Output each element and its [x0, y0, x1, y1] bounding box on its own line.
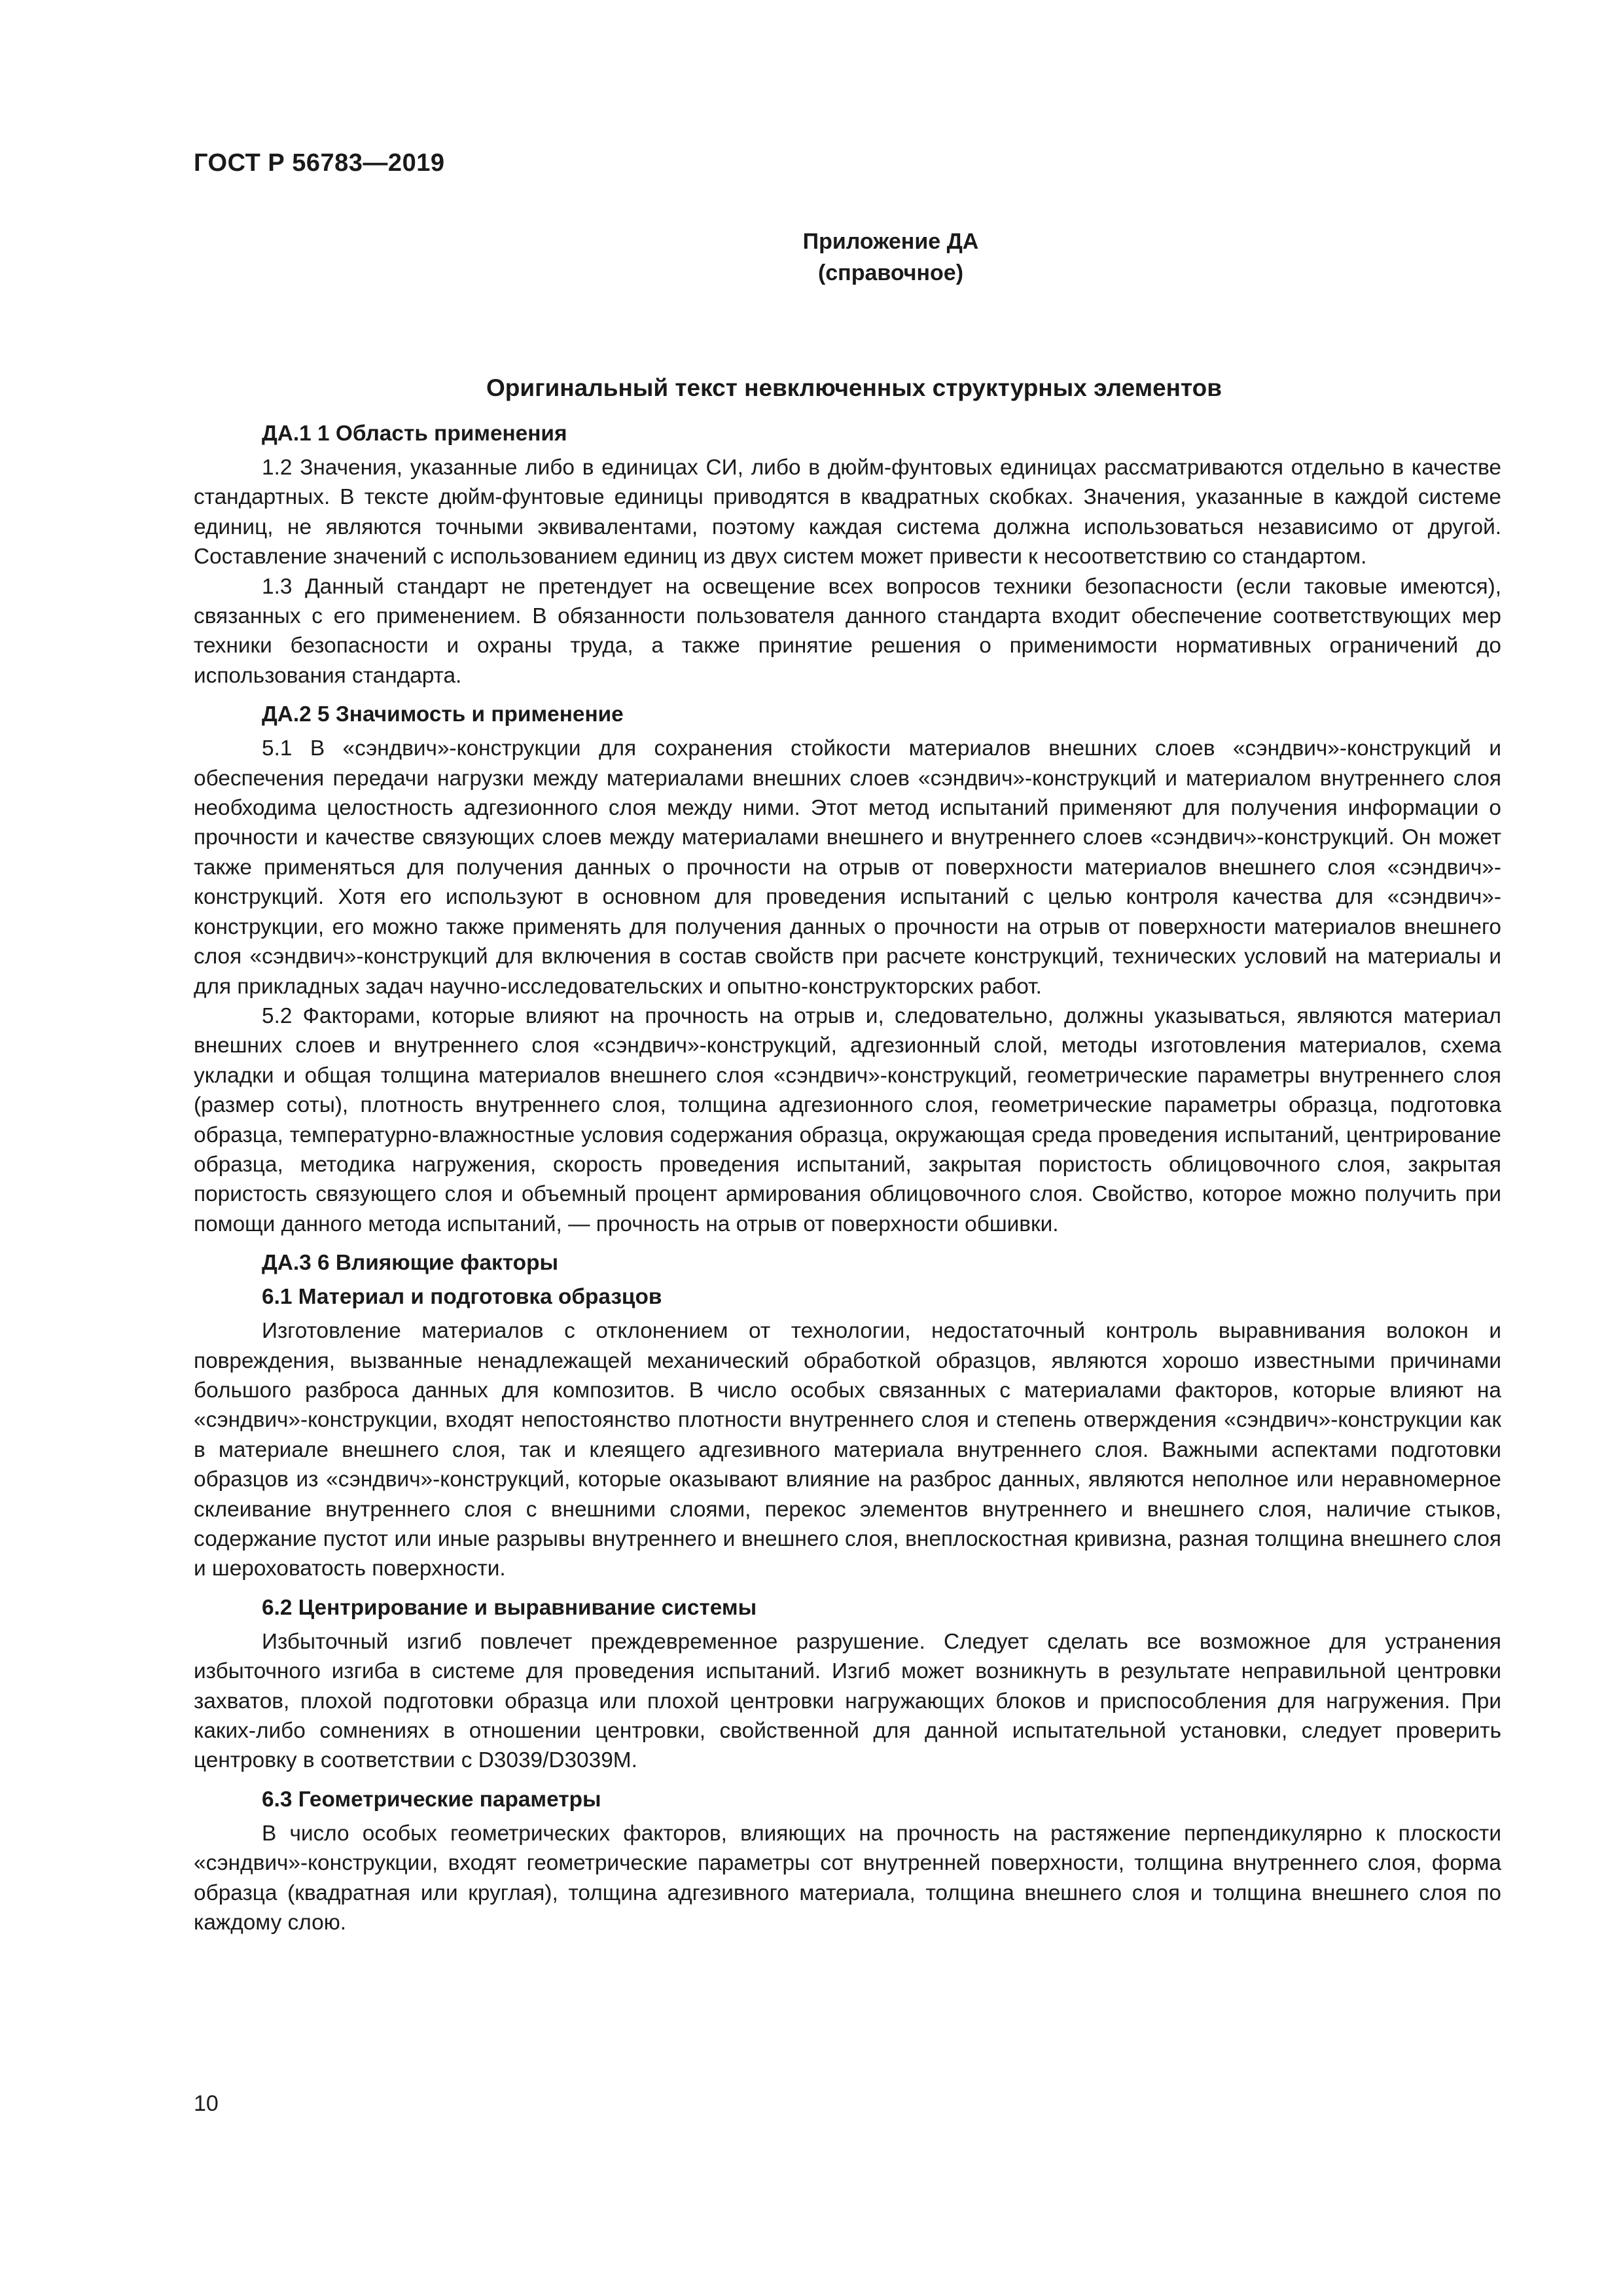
paragraph-6-3: В число особых геометрических факторов, влияющих на прочность на растяжение перпендикулярно к плоскости «сэндвич»-конструкции, входят геометрические параметры сот внутренней поверхности, толщина внутреннего слоя, форма образца (квадратная или круглая), толщина адгезивного материала, толщина внешнего слоя и толщина внешнего слоя по каждому слою.: [194, 1821, 1501, 1935]
appendix-heading: [194, 226, 1501, 289]
section-heading-6-2: 6.2 Центрирование и выравнивание системы: [262, 1595, 757, 1620]
paragraph-1-3: 1.3 Данный стандарт не претендует на освещение всех вопросов техники безопасности (если таковые имеются), связанных с его применением. В обязанности пользователя данного стандарта входит обеспечение соответствующих мер техники безопасности и охраны труда, а также принятие решения о применимости нормативных ограничений до использования стандарта.: [194, 574, 1501, 688]
document-body: [194, 419, 1501, 1937]
section-heading-6-3: 6.3 Геометрические параметры: [262, 1787, 601, 1812]
paragraph-5-2: 5.2 Факторами, которые влияют на прочность на отрыв и, следовательно, должны указываться, являются материал внешних слоев и внутреннего слоя «сэндвич»-конструкций, адгезионный слой, методы изготовления материалов, схема укладки и общая толщина материалов внешнего слоя «сэндвич»-конструкций, геометрические параметры внутреннего слоя (размер соты), плотность внутреннего слоя, толщина адгезионного слоя, геометрические параметры образца, подготовка образца, температурно-влажностные условия содержания образца, окружающая среда проведения испытаний, центрирование образца, методика нагружения, скорость проведения испытаний, закрытая пористость облицовочного слоя, закрытая пористость связующего слоя и объемный процент армирования облицовочного слоя. Свойство, которое можно получить при помощи данного метода испытаний, — прочность на отрыв от поверхности обшивки.: [194, 1003, 1501, 1236]
section-heading-6-1: 6.1 Материал и подготовка образцов: [262, 1285, 662, 1310]
standard-designation: ГОСТ Р 56783—2019: [194, 149, 445, 177]
document-title: Оригинальный текст невключенных структурных элементов: [486, 374, 1222, 401]
page-number: 10: [194, 2091, 219, 2116]
paragraph-1-2: 1.2 Значения, указанные либо в единицах СИ, либо в дюйм-фунтовых единицах рассматриваются отдельно в качестве стандартных. В тексте дюйм-фунтовые единицы приводятся в квадратных скобках. Значения, указанные в каждой системе единиц, не являются точными эквивалентами, поэтому каждая система должна использоваться независимо от другой. Составление значений с использованием единиц из двух систем может привести к несоответствию со стандартом.: [194, 456, 1501, 569]
paragraph-6-1: Изготовление материалов с отклонением от технологии, недостаточный контроль выравнивания волокон и повреждения, вызванные ненадлежащей механический обработкой образцов, являются хорошо известными причинами большого разброса данных для композитов. В число особых связанных с материалами факторов, которые влияют на «сэндвич»-конструкции, входят непостоянство плотности внутреннего слоя и степень отверждения «сэндвич»-конструкции как в материале внешнего слоя, так и клеящего адгезивного материала внутреннего слоя. Важными аспектами подготовки образцов из «сэндвич»-конструкций, которые оказывают влияние на разброс данных, являются неполное или неравномерное склеивание внутреннего слоя с внешними слоями, перекос элементов внутреннего и внешнего слоя, наличие стыков, содержание пустот или иные разрывы внутреннего и внешнего слоя, внеплоскостная кривизна, разная толщина внешнего слоя и шероховатость поверхности.: [194, 1319, 1501, 1581]
section-heading-da2: ДА.2 5 Значимость и применение: [262, 702, 624, 727]
section-heading-da1: ДА.1 1 Область применения: [262, 422, 567, 446]
appendix-title: Приложение ДА: [802, 229, 979, 254]
paragraph-6-2: Избыточный изгиб повлечет преждевременное разрушение. Следует сделать все возможное для устранения избыточного изгиба в системе для проведения испытаний. Изгиб может возникнуть в результате неправильной центровки захватов, плохой подготовки образца или плохой центровки нагружающих блоков и приспособления для нагружения. При каких-либо сомнениях в отношении центровки, свойственной для данной испытательной установки, следует проверить центровку в соответствии с D3039/D3039M.: [194, 1629, 1501, 1773]
paragraph-5-1: 5.1 В «сэндвич»-конструкции для сохранения стойкости материалов внешних слоев «сэндвич»-конструкций и обеспечения передачи нагрузки между материалами внешних слоев «сэндвич»-конструкций и материалом внутреннего слоя необходима целостность адгезионного слоя между ними. Этот метод испытаний применяют для получения информации о прочности и качестве связующих слоев между материалами внешнего и внутреннего слоев «сэндвич»-конструкций. Он может также применяться для получения данных о прочности на отрыв от поверхности материалов внешнего слоя «сэндвич»-конструкций. Хотя его используют в основном для проведения испытаний с целью контроля качества для «сэндвич»-конструкции, его можно также применять для получения данных о прочности на отрыв от поверхности материалов внешнего слоя «сэндвич»-конструкций для включения в состав свойств при расчете конструкций, технических условий на материалы и для прикладных задач научно-исследовательских и опытно-конструкторских работ.: [194, 736, 1501, 999]
section-heading-da3: ДА.3 6 Влияющие факторы: [262, 1251, 558, 1276]
appendix-subtitle: (справочное): [817, 260, 964, 285]
